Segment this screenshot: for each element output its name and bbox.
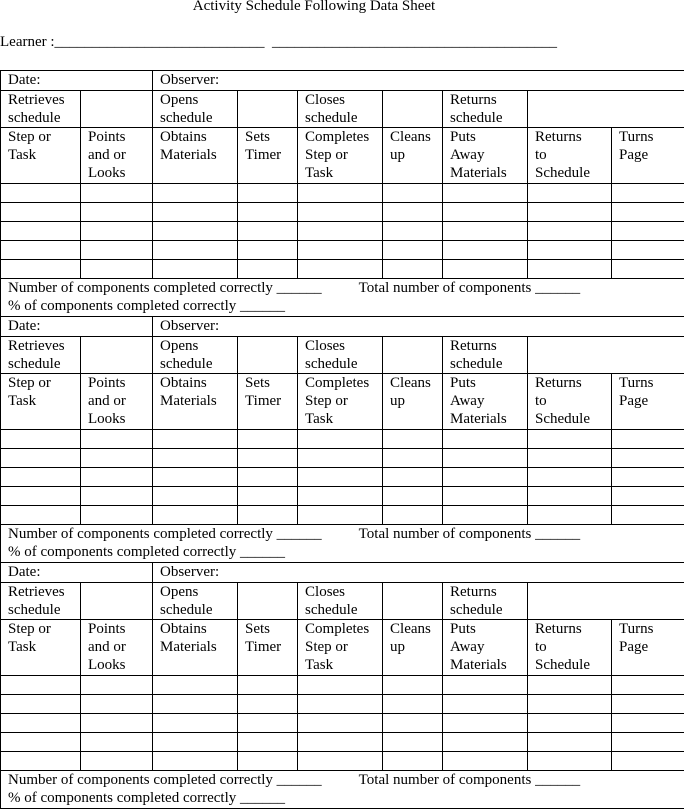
data-cell[interactable] [238,487,298,506]
observer-label[interactable]: Observer: [153,563,684,583]
data-cell[interactable] [238,676,298,695]
column-header: Puts Away Materials [443,374,528,430]
data-cell[interactable] [298,733,383,752]
column-header: Obtains Materials [153,374,238,430]
data-cell[interactable] [1,260,81,279]
date-observer-row [1,317,684,337]
data-cell[interactable] [612,695,684,714]
data-cell[interactable] [81,695,153,714]
percent-correct-field[interactable]: % of components completed correctly ______ [8,298,286,314]
data-cell[interactable] [298,468,383,487]
data-row [1,260,684,279]
data-cell[interactable] [81,449,153,468]
column-header: Cleans up [383,620,443,676]
date-observer-row [1,563,684,583]
data-cell[interactable] [81,468,153,487]
column-header: Sets Timer [238,620,298,676]
observer-label[interactable]: Observer: [153,317,684,337]
data-cell[interactable] [528,203,612,222]
data-cell[interactable] [81,222,153,241]
data-row [1,203,684,222]
data-cell[interactable] [238,203,298,222]
data-cell[interactable] [238,714,298,733]
data-cell[interactable] [612,222,684,241]
column-header: Completes Step or Task [298,128,383,184]
summary-cell [1,279,684,317]
data-cell[interactable] [612,449,684,468]
data-cell[interactable] [238,241,298,260]
data-cell[interactable] [153,714,238,733]
data-cell[interactable] [153,468,238,487]
data-cell[interactable] [383,676,443,695]
column-header: Step or Task [1,128,81,184]
schedule-entry-cell[interactable] [528,583,684,620]
data-cell[interactable] [298,260,383,279]
data-cell[interactable] [528,714,612,733]
data-cell[interactable] [153,430,238,449]
data-cell[interactable] [153,695,238,714]
data-cell[interactable] [81,733,153,752]
data-cell[interactable] [528,184,612,203]
data-cell[interactable] [81,241,153,260]
schedule-label: Opens schedule [153,91,238,128]
data-cell[interactable] [81,430,153,449]
data-cell[interactable] [153,752,238,771]
data-cell[interactable] [443,449,528,468]
data-cell[interactable] [298,695,383,714]
data-cell[interactable] [153,676,238,695]
column-header: Cleans up [383,374,443,430]
schedule-row [1,337,684,374]
data-cell[interactable] [528,430,612,449]
data-cell[interactable] [1,714,81,733]
data-cell[interactable] [153,487,238,506]
column-header: Completes Step or Task [298,374,383,430]
schedule-row [1,583,684,620]
data-cell[interactable] [153,733,238,752]
column-header: Returns to Schedule [528,128,612,184]
data-row [1,184,684,203]
column-header: Step or Task [1,620,81,676]
data-cell[interactable] [1,241,81,260]
data-cell[interactable] [528,222,612,241]
data-cell[interactable] [383,430,443,449]
column-header: Sets Timer [238,374,298,430]
data-cell[interactable] [528,241,612,260]
data-cell[interactable] [153,260,238,279]
data-cell[interactable] [612,752,684,771]
data-cell[interactable] [612,430,684,449]
column-header: Turns Page [612,620,684,676]
data-cell[interactable] [298,487,383,506]
data-cell[interactable] [383,468,443,487]
data-cell[interactable] [298,752,383,771]
column-header: Puts Away Materials [443,128,528,184]
data-cell[interactable] [81,260,153,279]
total-count-field[interactable]: Total number of components ______ [358,526,581,542]
data-cell[interactable] [443,184,528,203]
data-row [1,733,684,752]
data-cell[interactable] [298,203,383,222]
data-cell[interactable] [528,449,612,468]
column-header: Points and or Looks [81,128,153,184]
column-header: Obtains Materials [153,128,238,184]
data-cell[interactable] [612,487,684,506]
data-cell[interactable] [1,506,81,525]
percent-correct-field[interactable]: % of components completed correctly ______ [8,544,286,560]
schedule-label: Closes schedule [298,91,383,128]
data-cell[interactable] [81,752,153,771]
data-cell[interactable] [153,222,238,241]
column-header: Returns to Schedule [528,374,612,430]
column-header: Points and or Looks [81,374,153,430]
schedule-entry-cell[interactable] [528,91,684,128]
data-cell[interactable] [1,676,81,695]
schedule-entry-cell[interactable] [81,91,153,128]
observer-label[interactable]: Observer: [153,71,684,91]
data-cell[interactable] [153,203,238,222]
schedule-label: Returns schedule [443,583,528,620]
schedule-label: Returns schedule [443,91,528,128]
data-cell[interactable] [528,487,612,506]
data-cell[interactable] [443,695,528,714]
data-cell[interactable] [153,241,238,260]
data-cell[interactable] [298,449,383,468]
column-header: Puts Away Materials [443,620,528,676]
data-cell[interactable] [298,241,383,260]
summary-cell [1,525,684,563]
data-cell[interactable] [383,222,443,241]
data-cell[interactable] [383,506,443,525]
schedule-entry-cell[interactable] [238,583,298,620]
data-cell[interactable] [238,506,298,525]
data-cell[interactable] [612,260,684,279]
data-cell[interactable] [528,468,612,487]
schedule-label: Closes schedule [298,337,383,374]
step-header-row [1,374,684,430]
data-row [1,506,684,525]
data-cell[interactable] [443,260,528,279]
data-cell[interactable] [528,733,612,752]
data-cell[interactable] [1,733,81,752]
schedule-label: Returns schedule [443,337,528,374]
data-cell[interactable] [1,752,81,771]
data-cell[interactable] [443,487,528,506]
data-cell[interactable] [238,695,298,714]
data-cell[interactable] [298,714,383,733]
data-cell[interactable] [443,676,528,695]
schedule-label: Retrieves schedule [1,337,81,374]
data-cell[interactable] [1,184,81,203]
data-cell[interactable] [238,430,298,449]
date-label[interactable]: Date: [1,563,153,583]
data-cell[interactable] [383,752,443,771]
data-cell[interactable] [443,222,528,241]
summary-row [1,771,684,809]
data-cell[interactable] [528,260,612,279]
data-cell[interactable] [238,733,298,752]
data-cell[interactable] [1,430,81,449]
page-title: Activity Schedule Following Data Sheet [192,0,436,14]
data-row [1,695,684,714]
data-cell[interactable] [153,506,238,525]
data-cell[interactable] [81,184,153,203]
schedule-label: Opens schedule [153,337,238,374]
summary-row [1,279,684,317]
date-observer-row [1,71,684,91]
data-cell[interactable] [238,222,298,241]
data-cell[interactable] [298,184,383,203]
data-cell[interactable] [1,222,81,241]
data-cell[interactable] [383,733,443,752]
schedule-entry-cell[interactable] [238,91,298,128]
data-cell[interactable] [298,506,383,525]
data-cell[interactable] [612,714,684,733]
date-label[interactable]: Date: [1,317,153,337]
data-cell[interactable] [443,714,528,733]
data-cell[interactable] [443,733,528,752]
data-row [1,487,684,506]
data-cell[interactable] [298,676,383,695]
column-header: Step or Task [1,374,81,430]
data-cell[interactable] [238,449,298,468]
data-row [1,241,684,260]
data-cell[interactable] [238,468,298,487]
data-cell[interactable] [612,468,684,487]
data-cell[interactable] [443,468,528,487]
schedule-entry-cell[interactable] [383,91,443,128]
data-row [1,676,684,695]
column-header: Cleans up [383,128,443,184]
data-cell[interactable] [383,241,443,260]
data-cell[interactable] [612,733,684,752]
data-cell[interactable] [238,184,298,203]
column-header: Obtains Materials [153,620,238,676]
step-header-row [1,128,684,184]
column-header: Turns Page [612,128,684,184]
data-cell[interactable] [443,752,528,771]
data-cell[interactable] [81,714,153,733]
data-cell[interactable] [528,506,612,525]
data-cell[interactable] [383,695,443,714]
column-header: Points and or Looks [81,620,153,676]
summary-cell [1,771,684,809]
data-cell[interactable] [238,752,298,771]
percent-correct-field[interactable]: % of components completed correctly ______ [8,790,286,806]
schedule-entry-cell[interactable] [81,337,153,374]
data-cell[interactable] [81,506,153,525]
date-label[interactable]: Date: [1,71,153,91]
data-cell[interactable] [443,506,528,525]
correct-count-field[interactable]: Number of components completed correctly ______ [8,280,322,296]
column-header: Returns to Schedule [528,620,612,676]
data-cell[interactable] [81,203,153,222]
data-cell[interactable] [238,260,298,279]
schedule-entry-cell[interactable] [383,337,443,374]
data-cell[interactable] [528,695,612,714]
data-cell[interactable] [153,449,238,468]
data-row [1,468,684,487]
schedule-label: Closes schedule [298,583,383,620]
data-row [1,430,684,449]
data-cell[interactable] [383,203,443,222]
data-row [1,222,684,241]
data-cell[interactable] [612,203,684,222]
schedule-label: Opens schedule [153,583,238,620]
correct-count-field[interactable]: Number of components completed correctly ______ [8,772,322,788]
data-cell[interactable] [612,676,684,695]
step-header-row [1,620,684,676]
data-cell[interactable] [1,487,81,506]
column-header: Sets Timer [238,128,298,184]
data-cell[interactable] [443,430,528,449]
total-count-field[interactable]: Total number of components ______ [358,280,581,296]
schedule-entry-cell[interactable] [383,583,443,620]
schedule-entry-cell[interactable] [528,337,684,374]
data-cell[interactable] [1,468,81,487]
total-count-field[interactable]: Total number of components ______ [358,772,581,788]
data-cell[interactable] [612,184,684,203]
learner-line[interactable]: Learner :____________________________ ______________________________________ [0,34,558,50]
schedule-label: Retrieves schedule [1,91,81,128]
data-cell[interactable] [383,260,443,279]
data-row [1,752,684,771]
data-cell[interactable] [443,203,528,222]
data-cell[interactable] [383,487,443,506]
data-cell[interactable] [81,676,153,695]
data-cell[interactable] [528,752,612,771]
data-cell[interactable] [383,449,443,468]
data-cell[interactable] [1,449,81,468]
column-header: Turns Page [612,374,684,430]
schedule-entry-cell[interactable] [238,337,298,374]
data-cell[interactable] [153,184,238,203]
data-cell[interactable] [1,203,81,222]
schedule-entry-cell[interactable] [81,583,153,620]
data-cell[interactable] [81,487,153,506]
data-cell[interactable] [528,676,612,695]
column-header: Completes Step or Task [298,620,383,676]
schedule-row [1,91,684,128]
data-cell[interactable] [383,714,443,733]
data-cell[interactable] [298,430,383,449]
summary-row [1,525,684,563]
data-cell[interactable] [612,506,684,525]
data-sheet-table [0,70,684,809]
data-row [1,449,684,468]
data-row [1,714,684,733]
data-cell[interactable] [1,695,81,714]
schedule-label: Retrieves schedule [1,583,81,620]
data-cell[interactable] [298,222,383,241]
correct-count-field[interactable]: Number of components completed correctly ______ [8,526,322,542]
data-cell[interactable] [612,241,684,260]
data-cell[interactable] [443,241,528,260]
data-cell[interactable] [383,184,443,203]
